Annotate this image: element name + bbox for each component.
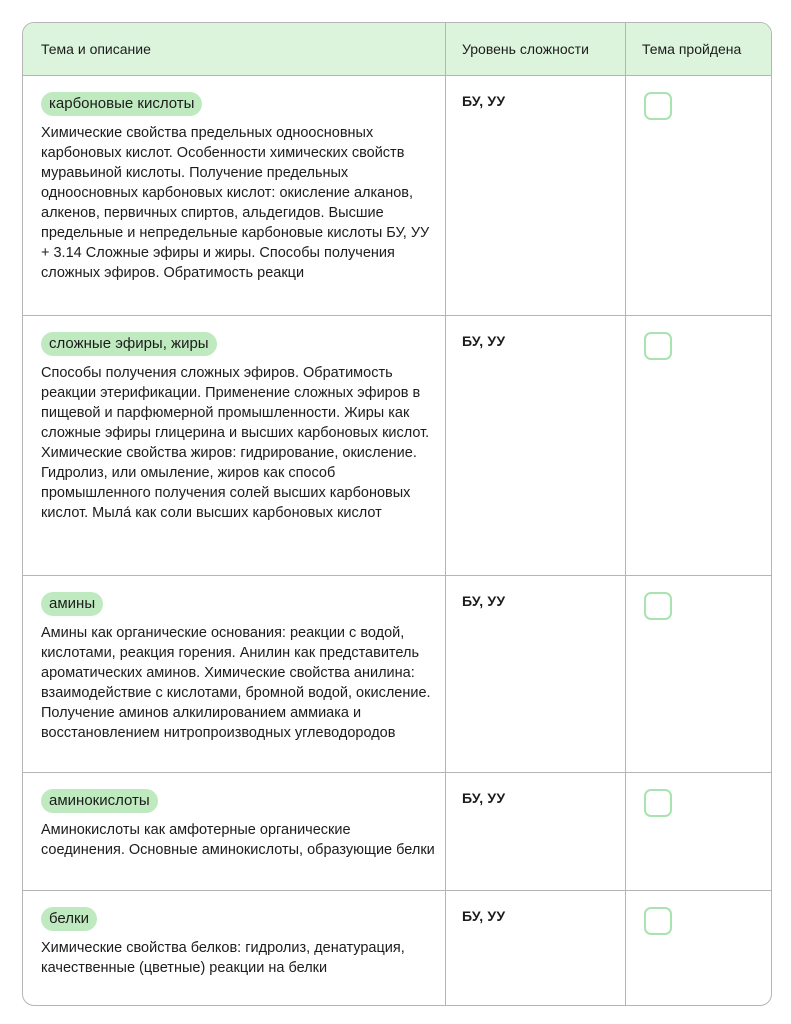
done-cell [626,316,771,575]
topic-tag: карбоновые кислоты [41,92,202,116]
done-cell [626,76,771,315]
table-row [23,773,771,891]
level-cell: БУ, УУ [446,316,626,575]
done-cell [626,773,771,890]
topic-description: Амины как органические основания: реакции с водой, кислотами, реакция горения. Анилин как представитель ароматических аминов. Химические свойства анилина: взаимодействие с кислотами, бромной водой, окисление. Получение аминов алкилированием аммиака и восстановлением нитропроизводных углеводородов [41,625,431,741]
done-cell [626,576,771,772]
topic-description: Химические свойства предельных одноосновных карбоновых кислот. Особенности химических свойств муравьиной кислоты. Получение предельных одноосновных карбоновых кислот: окисление алканов, алкенов, первичных спиртов, альдегидов. Высшие предельные и непредельные карбоновые кислоты БУ, УУ + 3.14 Сложные эфиры и жиры. Способы получения сложных эфиров. Обратимость реакци [41,125,430,281]
topic-cell [23,576,446,772]
topic-tag: белки [41,907,97,931]
topic-tag: сложные эфиры, жиры [41,332,217,356]
topic-cell [23,76,446,315]
topic-description: Химические свойства белков: гидролиз, денатурация, качественные (цветные) реакции на белки [41,940,405,976]
topic-description: Аминокислоты как амфотерные органические соединения. Основные аминокислоты, образующие белки [41,822,435,858]
topics-table [22,22,772,1006]
table-row [23,576,771,773]
header-done: Тема пройдена [642,41,742,57]
table-row [23,76,771,316]
topic-done-checkbox[interactable] [644,92,672,120]
table-header [23,23,771,76]
topic-tag: аминокислоты [41,789,158,813]
header-topic: Тема и описание [23,23,446,75]
table-row [23,316,771,576]
topic-tag: амины [41,592,103,616]
level-cell: БУ, УУ [446,773,626,890]
level-cell: БУ, УУ [446,76,626,315]
topic-done-checkbox[interactable] [644,592,672,620]
table-row [23,891,771,1005]
topic-done-checkbox[interactable] [644,789,672,817]
level-cell: БУ, УУ [446,576,626,772]
topic-cell [23,773,446,890]
topic-description: Способы получения сложных эфиров. Обратимость реакции этерификации. Применение сложных эфиров в пищевой и парфюмерной промышленности. Жиры как сложные эфиры глицерина и высших карбоновых кислот. Химические свойства жиров: гидрирование, окисление. Гидролиз, или омыление, жиров как способ промышленного получения солей высших карбоновых кислот. Мыла́ как соли высших карбоновых кислот [41,365,430,521]
level-cell: БУ, УУ [446,891,626,1005]
topic-done-checkbox[interactable] [644,332,672,360]
topic-done-checkbox[interactable] [644,907,672,935]
header-level: Уровень сложности [446,23,626,75]
topic-cell [23,891,446,1005]
done-cell [626,891,771,1005]
topic-cell [23,316,446,575]
